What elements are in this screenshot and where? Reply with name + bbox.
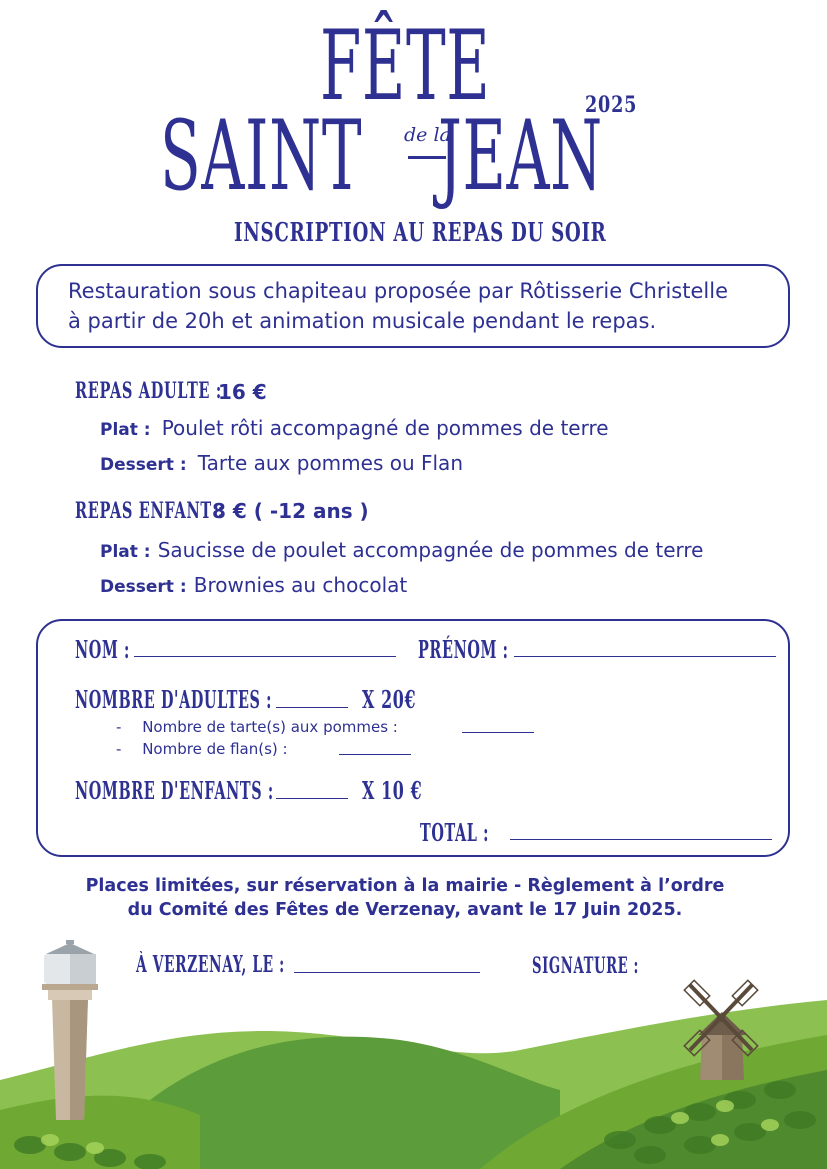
date-field[interactable] [294,972,480,973]
children-count-field[interactable] [276,798,348,799]
prenom-field[interactable] [514,656,776,657]
title-jean: JEAN [438,100,603,212]
child-plat-row [100,538,703,562]
child-dessert-label: Dessert : [100,577,187,597]
child-menu-heading: REPAS ENFANT : [75,498,224,524]
title-year: 2025 [585,92,638,118]
flan-bullet: - [116,740,122,758]
total-label: TOTAL : [420,818,490,847]
adults-label: NOMBRE D'ADULTES : [75,685,273,714]
note-line-2: du Comité des Fêtes de Verzenay, avant le 17 Juin 2025. [127,900,683,920]
tarte-count-field[interactable] [462,732,534,733]
adult-plat-row [100,416,609,440]
tarte-bullet: - [116,718,122,736]
nom-field[interactable] [134,656,396,657]
child-dessert-row [100,573,407,597]
reservation-note [0,874,810,922]
adult-menu-price: 16 € [218,380,267,404]
total-field[interactable] [510,839,772,840]
title-fete: FÊTE [320,10,491,122]
intro-text [68,276,728,336]
tarte-row [116,718,398,736]
intro-line-2: à partir de 20h et animation musicale pendant le repas. [68,309,657,333]
children-label: NOMBRE D'ENFANTS : [75,776,274,805]
adults-count-field[interactable] [276,707,348,708]
adult-menu-heading: REPAS ADULTE : [75,378,222,404]
child-plat-value: Saucisse de poulet accompagnée de pommes de terre [157,538,704,562]
flan-count-field[interactable] [339,754,411,755]
title-saint: SAINT [160,100,363,212]
title-de-la: de la [404,124,451,146]
place-date-label: À VERZENAY, LE : [136,951,285,978]
intro-line-1: Restauration sous chapiteau proposée par Rôtisserie Christelle [68,279,728,303]
child-menu-price: 8 € ( -12 ans ) [212,499,369,523]
prenom-label: PRÉNOM : [418,635,509,664]
nom-label: NOM : [75,635,130,664]
adult-dessert-label: Dessert : [100,455,187,475]
flan-label: Nombre de flan(s) : [142,740,288,758]
adult-plat-label: Plat : [100,420,151,440]
note-line-1: Places limitées, sur réservation à la mairie - Règlement à l’ordre [85,876,725,896]
children-price: X 10 € [362,776,423,805]
adult-plat-value: Poulet rôti accompagné de pommes de terre [161,416,609,440]
signature-label: SIGNATURE : [532,953,640,979]
page-subtitle: INSCRIPTION AU REPAS DU SOIR [234,218,607,248]
tarte-label: Nombre de tarte(s) aux pommes : [142,718,398,736]
flan-row [116,740,288,758]
adult-dessert-row [100,451,463,475]
child-dessert-value: Brownies au chocolat [193,573,408,597]
adult-dessert-value: Tarte aux pommes ou Flan [197,451,463,475]
child-plat-label: Plat : [100,542,151,562]
adults-price: X 20€ [362,685,417,714]
